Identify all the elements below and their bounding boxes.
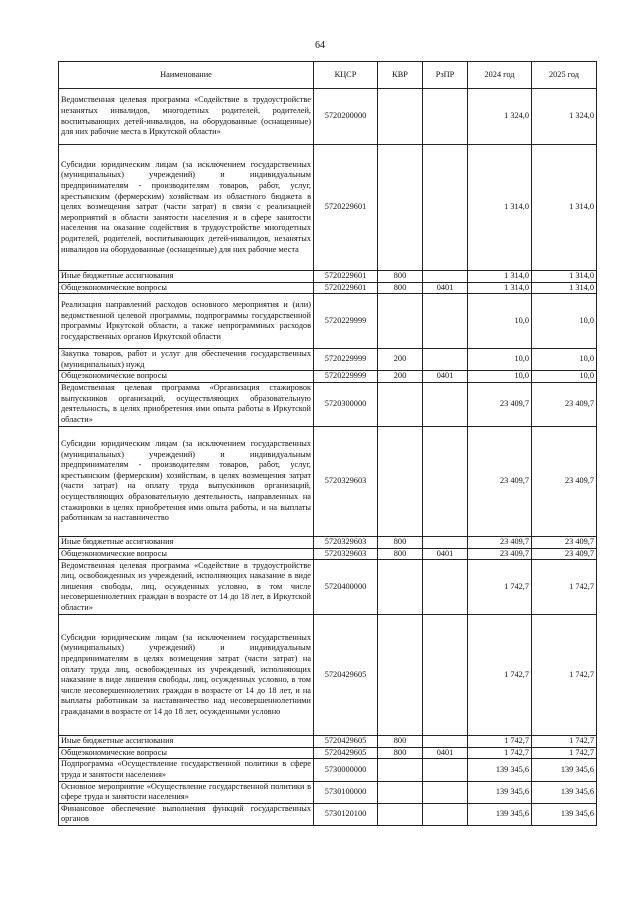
row-name: Ведомственная целевая программа «Содействие в трудоустройстве незанятых инвалидов, многодетных родителей, родителей, воспитывающих детей-инвалидов, на оборудованные (оснащенные) для них рабочие места в Иркутской области»: [59, 89, 314, 145]
table-row: [59, 89, 597, 145]
row-kvr: [378, 89, 423, 145]
row-kvr: 200: [378, 371, 423, 383]
table-row: [59, 426, 597, 536]
row-amount-2025: 1 324,0: [532, 89, 597, 145]
table-row: [59, 536, 597, 548]
table-row: [59, 759, 597, 781]
row-name: Закупка товаров, работ и услуг для обеспечения государственных (муниципальных) нужд: [59, 349, 314, 371]
row-amount-2025: 1 314,0: [532, 282, 597, 294]
row-name: Общеэкономические вопросы: [59, 371, 314, 383]
header-rzpr: РзПР: [423, 62, 468, 89]
row-rzpr: [423, 145, 468, 271]
row-amount-2024: 1 314,0: [468, 145, 532, 271]
row-rzpr: [423, 382, 468, 426]
table-row: [59, 371, 597, 383]
row-rzpr: [423, 271, 468, 283]
row-rzpr: [423, 615, 468, 736]
row-amount-2025: 23 409,7: [532, 548, 597, 560]
table-row: [59, 145, 597, 271]
row-amount-2025: 1 742,7: [532, 615, 597, 736]
row-amount-2024: 1 314,0: [468, 271, 532, 283]
row-kcsr: 5720229999: [314, 371, 378, 383]
row-kvr: [378, 759, 423, 781]
row-amount-2025: 1 314,0: [532, 271, 597, 283]
row-amount-2024: 1 324,0: [468, 89, 532, 145]
table-row: [59, 615, 597, 736]
page-number: 64: [315, 40, 325, 51]
row-rzpr: [423, 560, 468, 615]
table-row: [59, 747, 597, 759]
row-amount-2025: 23 409,7: [532, 382, 597, 426]
row-name: Ведомственная целевая программа «Организация стажировок выпускников организаций, осуществляющих образовательную деятельность, в целях приобретения ими опыта работы в Иркутской области»: [59, 382, 314, 426]
row-amount-2024: 139 345,6: [468, 759, 532, 781]
row-kcsr: 5730120100: [314, 803, 378, 825]
row-amount-2024: 23 409,7: [468, 426, 532, 536]
row-name: Субсидии юридическим лицам (за исключением государственных (муниципальных) учреждений) и индивидуальным предпринимателям - производителям товаров, работ, услуг, крестьянским (фермерским) хозяйствам, в целях возмещения затрат (части затрат) на оплату труда выпускников организаций, осуществляющих образовательную деятельность, направленных на стажировки в целях приобретения ими опыта работы, и на выплаты работникам за наставничество: [59, 426, 314, 536]
row-amount-2025: 139 345,6: [532, 781, 597, 803]
row-amount-2025: 139 345,6: [532, 803, 597, 825]
row-amount-2024: 139 345,6: [468, 803, 532, 825]
row-kcsr: 5720229601: [314, 145, 378, 271]
header-2024: 2024 год: [468, 62, 532, 89]
row-rzpr: [423, 759, 468, 781]
table-row: [59, 349, 597, 371]
row-amount-2024: 1 742,7: [468, 736, 532, 748]
header-2025: 2025 год: [532, 62, 597, 89]
row-kcsr: 5720229601: [314, 271, 378, 283]
table-row: [59, 294, 597, 349]
row-kvr: 800: [378, 548, 423, 560]
header-kcsr: КЦСР: [314, 62, 378, 89]
row-kcsr: 5720429605: [314, 747, 378, 759]
table-row: [59, 736, 597, 748]
row-amount-2024: 23 409,7: [468, 536, 532, 548]
row-name: Общеэкономические вопросы: [59, 548, 314, 560]
table-row: [59, 282, 597, 294]
row-kcsr: 5720400000: [314, 560, 378, 615]
row-name: Субсидии юридическим лицам (за исключением государственных (муниципальных) учреждений) и индивидуальным предпринимателям - производителям товаров, работ, услуг, крестьянским (фермерским) хозяйствам из областного бюджета в целях возмещения затрат (части затрат) в связи с реализацией мероприятий в области занятости населения и в сфере занятости населения на оказание содействия в трудоустройстве многодетных родителей, родителей, воспитывающих детей-инвалидов, незанятых инвалидов на оборудованные (оснащенные) для них рабочие места: [59, 145, 314, 271]
row-amount-2025: 1 742,7: [532, 560, 597, 615]
row-amount-2024: 1 742,7: [468, 615, 532, 736]
row-amount-2024: 1 742,7: [468, 560, 532, 615]
row-rzpr: [423, 294, 468, 349]
row-amount-2025: 1 742,7: [532, 747, 597, 759]
row-amount-2024: 10,0: [468, 294, 532, 349]
row-kcsr: 5720229999: [314, 349, 378, 371]
row-amount-2025: 10,0: [532, 349, 597, 371]
row-amount-2025: 1 742,7: [532, 736, 597, 748]
row-amount-2025: 23 409,7: [532, 426, 597, 536]
row-rzpr: 0401: [423, 548, 468, 560]
row-kcsr: 5720229601: [314, 282, 378, 294]
table-row: [59, 781, 597, 803]
row-rzpr: [423, 349, 468, 371]
row-name: Финансовое обеспечение выполнения функций государственных органов: [59, 803, 314, 825]
header-name: Наименование: [59, 62, 314, 89]
table-row: [59, 560, 597, 615]
row-kcsr: 5720300000: [314, 382, 378, 426]
row-kcsr: 5720329603: [314, 548, 378, 560]
row-kvr: [378, 781, 423, 803]
row-kcsr: 5720229999: [314, 294, 378, 349]
row-amount-2024: 139 345,6: [468, 781, 532, 803]
row-name: Субсидии юридическим лицам (за исключением государственных (муниципальных) учреждений) и индивидуальным предпринимателям в целях возмещения затрат (части затрат) на оплату труда лиц, освобожденных из учреждений, исполняющих наказание в виде лишения свободы, лиц, осужденных условно, в том числе несовершеннолетних граждан в возрасте от 14 до 18 лет, и на выплаты работникам за наставничество над несовершеннолетними гражданами в возрасте от 14 до 18 лет, осужденными условно: [59, 615, 314, 736]
row-rzpr: 0401: [423, 371, 468, 383]
row-rzpr: [423, 803, 468, 825]
row-name: Общеэкономические вопросы: [59, 747, 314, 759]
row-kvr: [378, 145, 423, 271]
row-rzpr: [423, 781, 468, 803]
row-amount-2025: 10,0: [532, 294, 597, 349]
row-kvr: [378, 615, 423, 736]
row-rzpr: [423, 736, 468, 748]
row-name: Общеэкономические вопросы: [59, 282, 314, 294]
row-kvr: [378, 426, 423, 536]
row-name: Основное мероприятие «Осуществление государственной политики в сфере труда и занятости населения»: [59, 781, 314, 803]
row-amount-2025: 1 314,0: [532, 145, 597, 271]
row-name: Иные бюджетные ассигнования: [59, 271, 314, 283]
row-kvr: [378, 803, 423, 825]
row-kvr: 800: [378, 747, 423, 759]
row-amount-2024: 10,0: [468, 349, 532, 371]
row-rzpr: [423, 536, 468, 548]
row-rzpr: [423, 426, 468, 536]
table-row: [59, 803, 597, 825]
row-name: Иные бюджетные ассигнования: [59, 536, 314, 548]
row-kcsr: 5720329603: [314, 426, 378, 536]
row-kcsr: 5730000000: [314, 759, 378, 781]
row-amount-2025: 10,0: [532, 371, 597, 383]
row-amount-2025: 139 345,6: [532, 759, 597, 781]
row-kvr: 800: [378, 536, 423, 548]
row-kcsr: 5720329603: [314, 536, 378, 548]
row-rzpr: [423, 89, 468, 145]
row-amount-2024: 10,0: [468, 371, 532, 383]
row-kvr: 800: [378, 736, 423, 748]
table-row: [59, 271, 597, 283]
row-name: Ведомственная целевая программа «Содействие в трудоустройстве лиц, освобожденных из учреждений, исполняющих наказание в виде лишения свободы, лиц, осужденных условно, в том числе несовершеннолетних граждан в возрасте от 14 до 18 лет, в Иркутской области»: [59, 560, 314, 615]
row-name: Подпрограмма «Осуществление государственной политики в сфере труда и занятости населения»: [59, 759, 314, 781]
row-rzpr: 0401: [423, 747, 468, 759]
row-kvr: [378, 560, 423, 615]
table-header-row: [59, 62, 597, 89]
row-name: Иные бюджетные ассигнования: [59, 736, 314, 748]
row-kvr: [378, 382, 423, 426]
row-kvr: 200: [378, 349, 423, 371]
header-kvr: КВР: [378, 62, 423, 89]
row-kvr: 800: [378, 282, 423, 294]
row-rzpr: 0401: [423, 282, 468, 294]
row-amount-2024: 1 742,7: [468, 747, 532, 759]
row-kcsr: 5720200000: [314, 89, 378, 145]
table-row: [59, 382, 597, 426]
row-kvr: [378, 294, 423, 349]
row-kcsr: 5720429605: [314, 736, 378, 748]
row-amount-2024: 23 409,7: [468, 382, 532, 426]
row-amount-2025: 23 409,7: [532, 536, 597, 548]
row-kcsr: 5720429605: [314, 615, 378, 736]
row-amount-2024: 23 409,7: [468, 548, 532, 560]
row-name: Реализация направлений расходов основного мероприятия и (или) ведомственной целевой программы, подпрограммы государственной программы Иркутской области, а также непрограммных расходов государственных органов Иркутской области: [59, 294, 314, 349]
table-row: [59, 548, 597, 560]
row-amount-2024: 1 314,0: [468, 282, 532, 294]
budget-table: [58, 61, 597, 826]
row-kcsr: 5730100000: [314, 781, 378, 803]
row-kvr: 800: [378, 271, 423, 283]
